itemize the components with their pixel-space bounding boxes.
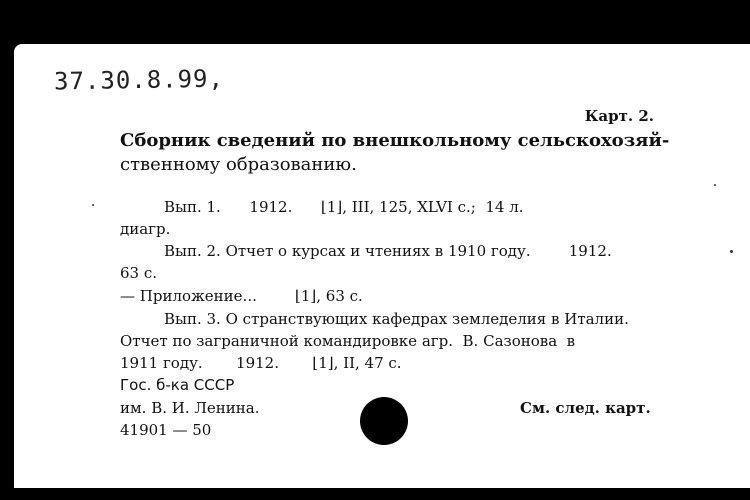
issue-2-line: Вып. 2. Отчет о курсах и чтениях в 1910 году. 1912. — [164, 242, 612, 260]
appendix-line: — Приложение... ⌊1⌋, 63 с. — [120, 287, 363, 305]
catalog-card — [14, 44, 750, 488]
speck — [730, 250, 733, 253]
title-line-2: ственному образованию. — [120, 154, 357, 175]
speck — [92, 204, 94, 206]
issue-3-continuation: Отчет по заграничной командировке агр. В. Сазонова в — [120, 332, 576, 350]
library-name-2: им. В. И. Ленина. — [120, 399, 260, 417]
speck — [714, 184, 716, 186]
title-line-1: Сборник сведений по внешкольному сельскохозяй- — [120, 130, 670, 151]
shelf-mark: 37.30.8.99, — [53, 64, 225, 96]
see-next-card: См. след. карт. — [520, 399, 651, 417]
issue-2-pages: 63 с. — [120, 264, 158, 282]
card-number: Карт. 2. — [584, 107, 654, 125]
issue-3-imprint: 1911 году. 1912. ⌊1⌋, II, 47 с. — [120, 354, 402, 372]
ink-blot — [360, 397, 408, 445]
library-name: Гос. б-ка СССР — [120, 376, 235, 394]
issue-1-continuation: диагр. — [120, 220, 171, 238]
issue-3-line: Вып. 3. О странствующих кафедрах земледелия в Италии. — [164, 310, 629, 328]
accession-number: 41901 — 50 — [120, 421, 212, 439]
issue-1-line: Вып. 1. 1912. ⌊1⌋, III, 125, XLVI с.; 14 л. — [164, 198, 524, 216]
